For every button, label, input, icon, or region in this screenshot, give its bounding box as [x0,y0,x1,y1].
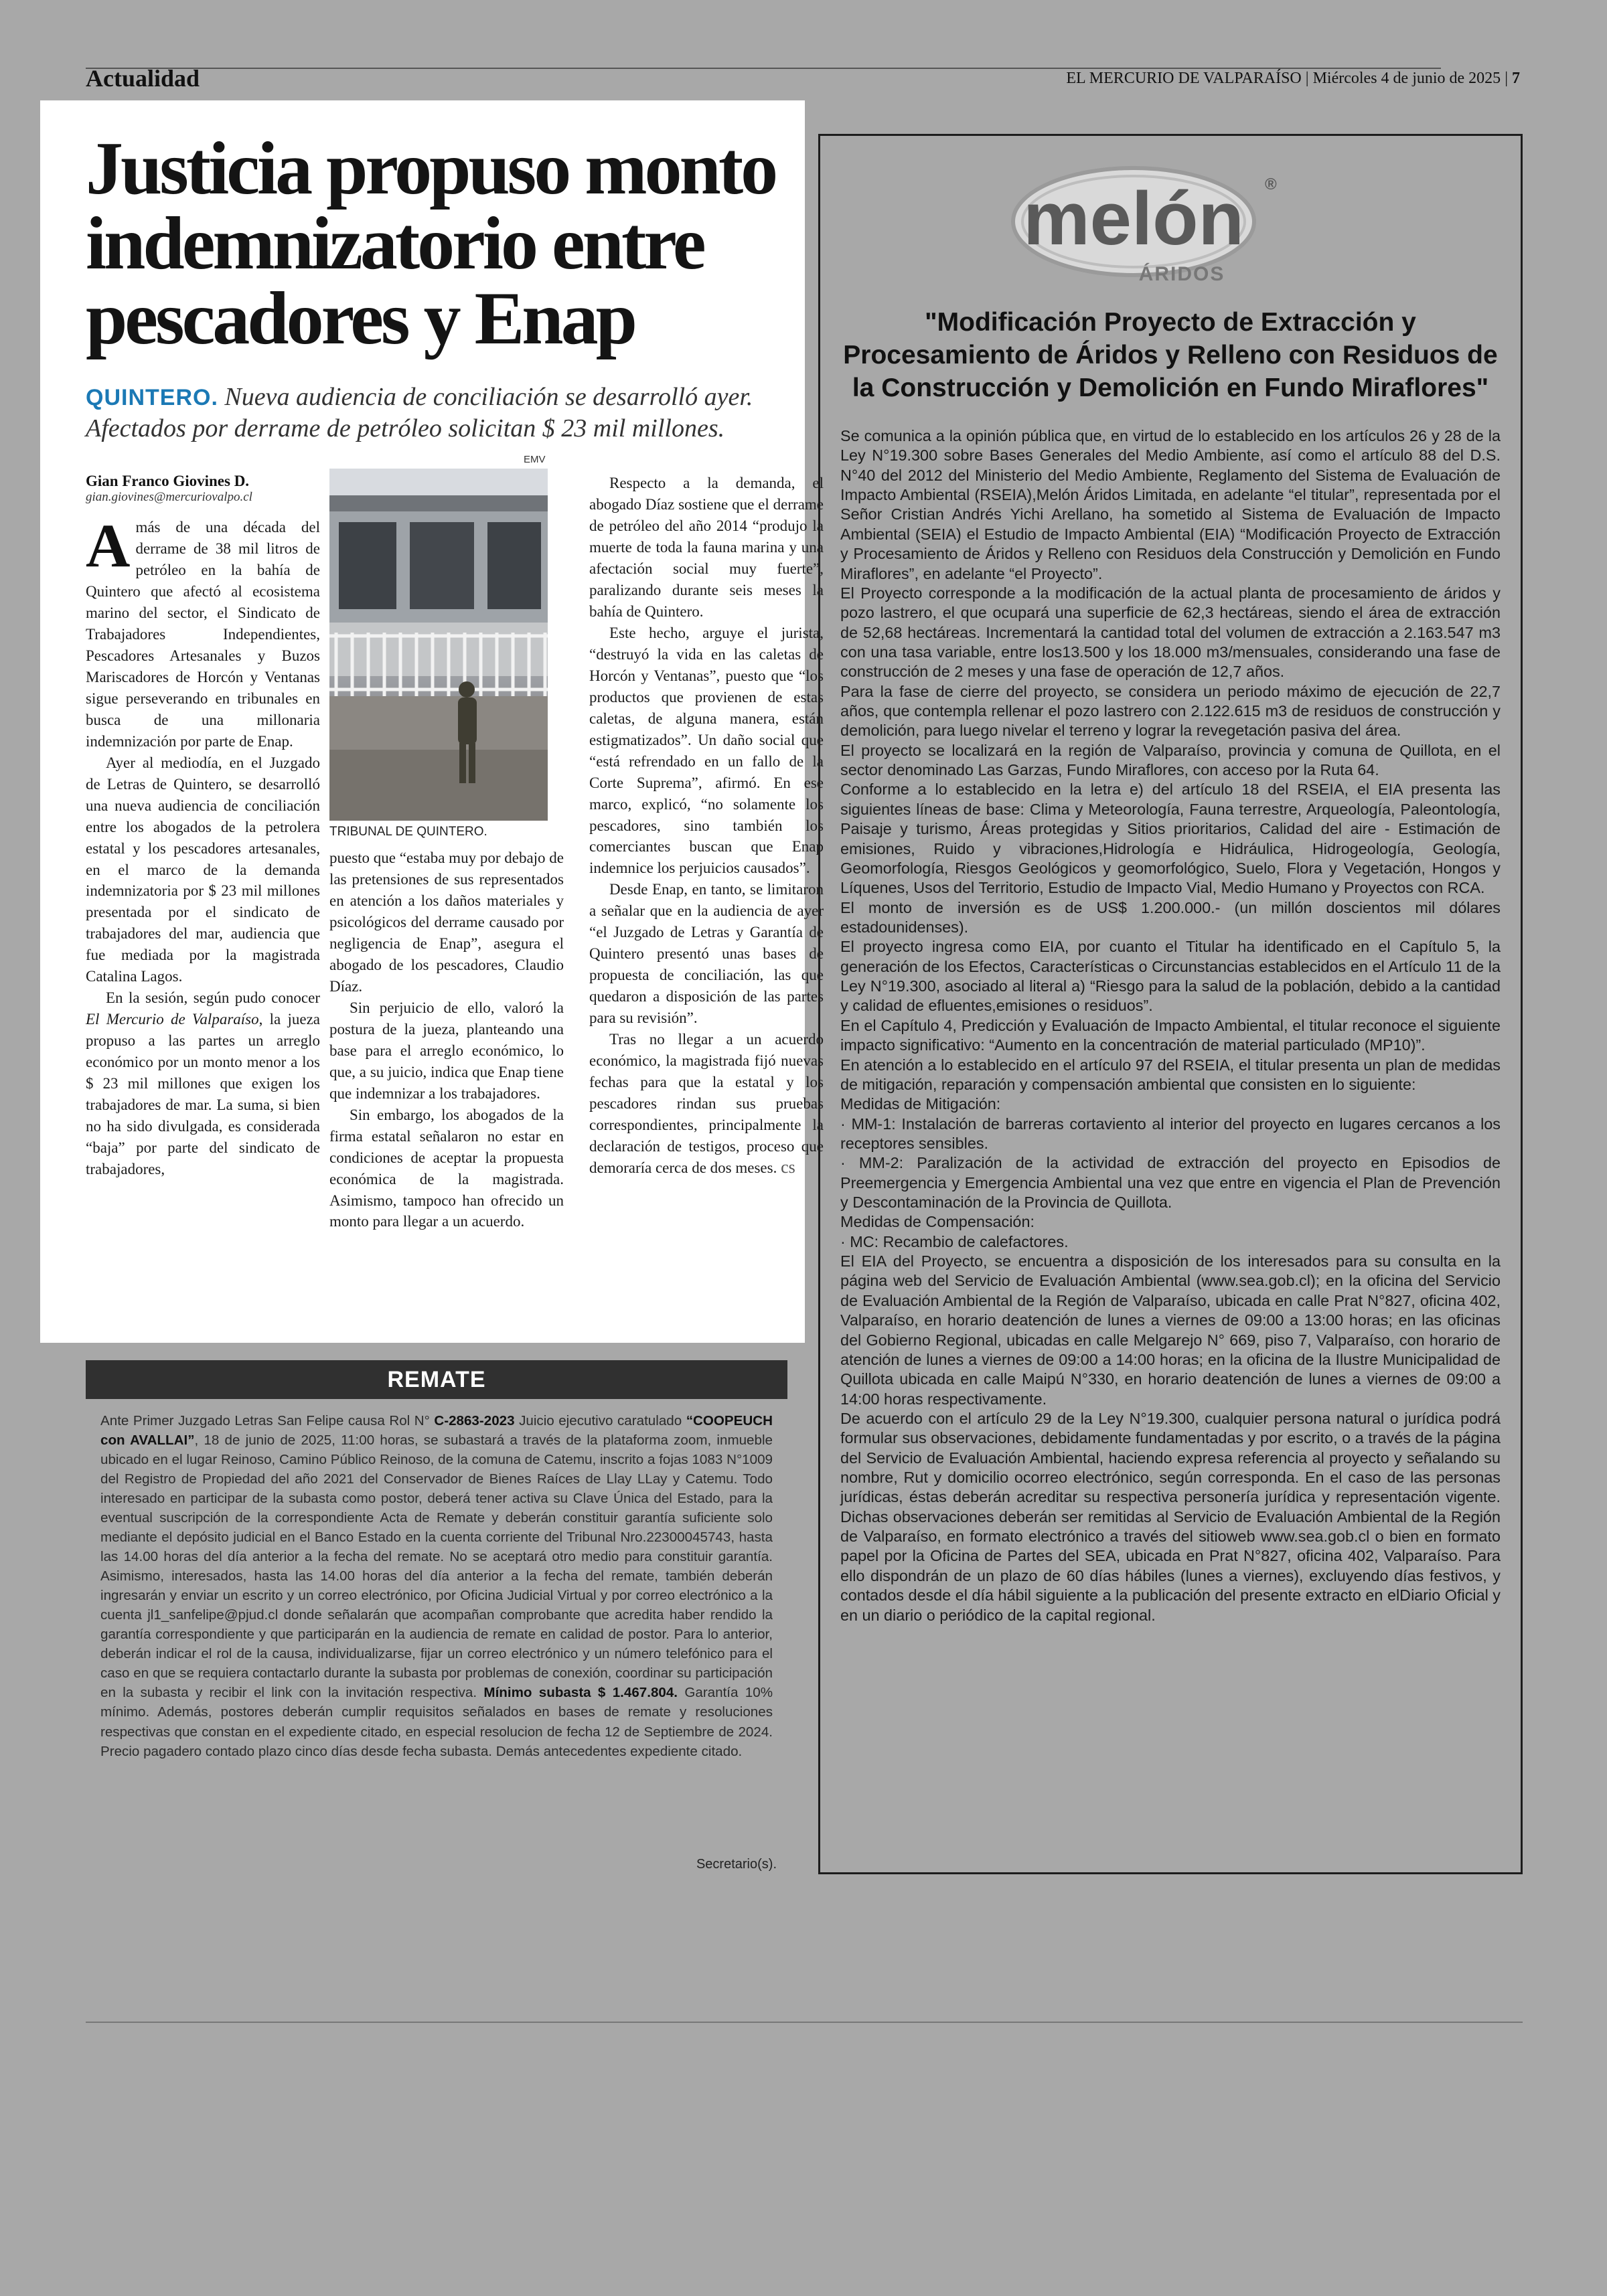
newspaper-reference: El Mercurio de Valparaíso [86,1011,259,1028]
auction-notice [86,1360,787,1896]
notice-text: , 18 de junio de 2025, 11:00 horas, se subastará a través de la plataforma zoom, inmueble ubicado en el lugar Reinoso, Camino Público Reinoso, de la comuna de Catemu, inscrito a fojas 1083 N°1009 del Registro de Propiedad del año 2021 del Conservador de Bienes Raíces de Llay LLay y Catemu. Todo interesado en participar de la subasta como postor, deberá tener activa su Clave Única del Estado, para la eventual suscripción de la correspondiente Acta de Remate y deberán constituir garantía suficiente solo mediante el depósito judicial en el Banco Estado en la cuenta corriente del Tribunal Nro.22300045743, hasta las 14.00 horas del día anterior a la fecha del remate. No se aceptará otro medio para constituir garantía. Asimismo, interesados, hasta las 14.00 horas del día anterior a la fecha del remate, también deberán ingresarán y enviar un escrito y un correo electrónico, por Oficina Judicial Virtual y por correo electrónico a la cuenta jl1_sanfelipe@pjud.cl donde señalarán que acompañan comprobante que acredita haber rendido la garantía correspondiente y que participarán en la audiencia de remate en calidad de postor. Para lo anterior, deberán indicar el rol de la causa, individualizarse, fijar un correo electrónico y un número telefónico para el caso en que se requiera contactarlo durante la subasta por problemas de conexión, coordinar su participación en la subasta y recibir el link con la invitación respectiva. [100,1432,773,1701]
page-number: 7 [1512,70,1520,87]
article-kicker: QUINTERO. [86,385,218,410]
newspaper-name: EL MERCURIO DE VALPARAÍSO [1066,70,1302,87]
paragraph: Conforme a lo establecido en la letra e) del artículo 18 del RSEIA, el EIA presenta las siguientes líneas de base: Clima y Meteorología, Fauna terrestre, Arqueología, Paleontología, Paisaje y turismo, Áreas protegidas y Sitios prioritarios, Calidad del aire - Estimación de emisiones, Ruido y vibraciones,Hidrología e Hidráulica, Hidrogeología, Geología, Geomorfología, Riesgos Geológicos y geomorfológico, Suelo, Flora y Vegetación, Hongos y Líquenes, Usos del Territorio, Estudio de Impacto Vial, Medio Humano y Proyectos con RCA. [840,781,1501,897]
case-number: C-2863-2023 [434,1413,515,1428]
author-email: gian.giovines@mercuriovalpo.cl [86,490,252,504]
minimum-bid: Mínimo subasta $ 1.467.804. [483,1685,678,1701]
paragraph: El monto de inversión es de US$ 1.200.000.- (un millón doscientos mil dólares estadounidenses). [840,898,1501,936]
paragraph: Este hecho, arguye el jurista, “destruyó la vida en las caletas de Horcón y Ventanas”, puesto que “los productos que provienen de estas caletas, de alguna manera, están estigmatizados”. Un daño social que “está refrendado en un fallo de la Corte Suprema”, afirmó. En ese marco, explicó, “no solamente los pescadores, sino también los comerciantes buscan que Enap indemnice los perjuicios causados”. [589,624,824,877]
paragraph: puesto que “estaba muy por debajo de las pretensiones de sus representados en atención a los daños materiales y psicológicos del derrame causado por negligencia de Enap”, asegura el abogado de los pescadores, Claudio Díaz. [329,849,564,995]
header-rule [86,68,1441,69]
paragraph: El Proyecto corresponde a la modificación de la actual planta de procesamiento de áridos y pozo lastrero, el que ocupará una superficie de 62,3 hectáreas, siendo el área de extracción de 52,68 hectáreas. Incrementará la cantidad total del volumen de extracción a 2.163.547 m3 con una tasa variable, entre los13.500 y los 18.000 m3/mensuales, considerando una fase de construcción de 2 meses y una fase de operación de 12,7 años. [840,584,1501,681]
subhead-text: Nueva audiencia de conciliación se desarrolló ayer. Afectados por derrame de petróleo solicitan $ 23 mil millones. [86,383,753,443]
news-article [40,100,824,1343]
registered-mark: ® [1265,175,1277,193]
paragraph: El EIA del Proyecto, se encuentra a disposición de los interesados para su consulta en la página web del Servicio de Evaluación Ambiental (www.sea.gob.cl); en la oficina del Servicio de Evaluación Ambiental de la Región de Valparaíso, ubicada en calle Prat N°827, oficina 402, Valparaíso, en horario deatención de lunes a viernes de 09:00 a 13:00 horas; en las oficinas del Gobierno Regional, ubicadas en calle Melgarejo N° 669, piso 7, Valparaíso, con horario de atención de lunes a viernes de 09:00 a 14:00 horas; en la oficina de la Ilustre Municipalidad de Quillota ubicada en calle Maipú N°330, en horario deatención de lunes a viernes de 09:00 a 14:00 horas respectivamente. [840,1252,1501,1408]
paragraph: Se comunica a la opinión pública que, en virtud de lo establecido en los artículos 26 y 28 de la Ley N°19.300 sobre Bases Generales del Medio Ambiente, así como el artículo 88 del D.S. N°40 del 2012 del Ministerio del Medio Ambiente, Reglamento del Sistema de Evaluación de Impacto Ambiental (RSEIA),Melón Áridos Limitada, en adelante “el titular”, representada por el Señor Cristian Andrés Yichi Arellano, ha sometido al Sistema de Evaluación de Impacto Ambiental (SEIA) el Estudio de Impacto Ambiental (EIA) “Modificación Proyecto de Extracción y Procesamiento de Áridos y Relleno con Residuos dela Construcción y Demolición en Fundo Miraflores”, en adelante “el Proyecto”. [840,427,1501,582]
paragraph: Medidas de Mitigación: [840,1095,1001,1113]
case-title: “COOPEUCH con AVALLAI” [100,1413,773,1449]
paragraph: Desde Enap, en tanto, se limitaron a señalar que en la audiencia de ayer “el Juzgado de Letras y Garantía de Quintero presentó unas bases de propuesta de conciliación, las que quedaron a disposición de las partes para su revisión”. [589,881,824,1027]
notice-title: "Modificación Proyecto de Extracción y Procesamiento de Áridos y Relleno con Residuos de la Construcción y Demolición en Fundo Miraflores" [843,308,1498,403]
paragraph: Sin perjuicio de ello, valoró la postura de la jueza, planteando una base para el arreglo económico, lo que, a su juicio, indica que Enap tiene que indemnizar a los trabajadores. [329,999,564,1102]
notice-text: Ante Primer Juzgado Letras San Felipe causa Rol N° [100,1413,435,1428]
logo-wordmark: melón [1023,177,1244,260]
paragraph [589,1029,824,1179]
drop-cap: A [86,511,131,580]
author-name: Gian Franco Giovines D. [86,473,250,489]
section-label: Actualidad [86,65,200,92]
notice-text: Juicio ejecutivo caratulado [514,1413,686,1428]
paragraph: Respecto a la demanda, el abogado Díaz sostiene que el derrame de petróleo del año 2014 “produjo la muerte de toda la fauna marina y una afectación social muy fuerte”, paralizando durante seis meses la bahía de Quintero. [589,475,824,620]
paragraph: Ayer al mediodía, en el Juzgado de Letras de Quintero, se desarrolló una nueva audiencia de conciliación entre los abogados de la petrolera estatal y los pescadores artesanales, en el marco de la demanda indemnizatoria por $ 23 mil millones presentada por el sindicato de trabajadores del mar, audiencia que fue mediada por la magistrada Catalina Lagos. [86,754,320,985]
paragraph: Para la fase de cierre del proyecto, se considera un periodo máximo de ejecución de 22,7 años, que contempla rellenar el pozo lastrero con 2.122.615 m3 de residuos de construcción y demolición, para luego nivelar el terreno y lograr la revegetación pasiva del área. [840,682,1501,740]
courthouse-photo [329,469,548,821]
auction-notice-body [100,1411,773,1761]
article-subhead [86,382,795,444]
paragraph: El proyecto ingresa como EIA, por cuanto el Titular ha identificado en el Capítulo 5, la generación de los Efectos, Características o Circunstancias establecidos en el Artículo 11 de la Ley N°19.300, asociado al literal a) “Riesgo para la salud de la población, debido a la cantidad y calidad de efluentes,emisiones o residuos”. [840,938,1501,1015]
notice-body [840,426,1501,1625]
notice-text: Garantía 10% mínimo. Además, postores deberán cumplir requisitos señalados en bases de remate y resoluciones respectivas que constan en el expediente citado, en especial resolucion de fecha 12 de Septiembre de 2024. Precio pagadero contado plazo cinco días desde fecha subasta. Demás antecedentes expediente citado. [100,1685,773,1759]
article-column-1 [86,473,320,1180]
paragraph [86,987,320,1180]
auction-notice-title: REMATE [86,1360,787,1399]
environmental-notice [818,134,1523,1874]
paragraph: El proyecto se localizará en la región de Valparaíso, provincia y comuna de Quillota, en el sector denominado Las Garzas, Fundo Miraflores, con acceso por la Ruta 64. [840,741,1501,779]
paragraph: · MC: Recambio de calefactores. [840,1232,1069,1250]
paragraph-text: Tras no llegar a un acuerdo económico, la magistrada fijó nuevas fechas para que la estatal y los pescadores rindan sus pruebas correspondientes, principalmente la declaración de testigos, proceso que demoraría cerca de dos meses. [589,1031,824,1176]
melon-aridos-logo [1000,163,1348,290]
issue-date: Miércoles 4 de junio de 2025 [1312,70,1501,87]
paragraph: · MM-1: Instalación de barreras cortaviento al interior del proyecto en lugares cercanos a los receptores sensibles. [840,1115,1501,1152]
photo-credit: EMV [524,454,546,465]
paragraph-text: más de una década del derrame de 38 mil litros de petróleo en la bahía de Quintero que afectó al ecosistema marino del sector, el Sindicato de Trabajadores Independientes, Pescadores Artesanales y Buzos Mariscadores de Horcón y Ventanas sigue perseverando en tribunales en busca de una millonaria indemnización por parte de Enap. [86,519,320,750]
article-column-2 [329,847,564,1232]
end-mark: cs [781,1157,795,1177]
newspaper-dateline: EL MERCURIO DE VALPARAÍSO | Miércoles 4 de junio de 2025 | 7 [1066,70,1520,87]
paragraph: En el Capítulo 4, Predicción y Evaluación de Impacto Ambiental, el titular reconoce el siguiente impacto significativo: “Aumento en la concentración de material particulado (MP10)”. [840,1016,1501,1054]
article-column-3 [589,473,824,1179]
auction-signature: Secretario(s). [696,1857,777,1872]
paragraph [86,511,320,752]
photo-caption: TRIBUNAL DE QUINTERO. [329,825,487,839]
article-headline: Justicia propuso monto indemnizatorio entre pescadores y Enap [86,127,776,360]
paragraph-text: , la jueza propuso a las partes un arreglo económico por un monto menor a los $ 23 mil millones que exigen los trabajadores de mar. La suma, si bien no ha sido divulgada, es considerada “baja” por parte del sindicato de trabajadores, [86,1011,321,1178]
logo-subtitle: ÁRIDOS [1138,263,1225,285]
bottom-rule [86,2022,1523,2023]
paragraph: De acuerdo con el artículo 29 de la Ley N°19.300, cualquier persona natural o jurídica podrá formular sus observaciones, debidamente fundamentadas y por escrito, o a través de la página del Servicio de Evaluación Ambiental, haciendo expresa referencia al proyecto y señalando su nombre, Rut y domicilio ocorreo electrónico, según corresponda. En el caso de las personas jurídicas, éstas deberán acreditar su respectiva personería jurídica y representación vigente. Dichas observaciones deberán ser remitidas al Servicio de Evaluación Ambiental de la Región de Valparaíso, en formato electrónico a través del sitioweb www.sea.gob.cl o bien en formato papel por la Oficina de Partes del SEA, ubicada en Prat N°827, oficina 402, Valparaíso. Para ello dispondrán de un plazo de 60 días hábiles (lunes a viernes), excluyendo días festivos, y contados desde el día hábil siguiente a la publicación del presente extracto en elDiario Oficial y en un diario o periódico de la capital regional. [840,1409,1501,1624]
paragraph-text: En la sesión, según pudo conocer [106,989,320,1007]
paragraph: Sin embargo, los abogados de la firma estatal señalaron no estar en condiciones de aceptar la propuesta económica de la magistrada. Asimismo, tampoco han ofrecido un monto para llegar a un acuerdo. [329,1106,564,1230]
paragraph: Medidas de Compensación: [840,1213,1035,1231]
paragraph: En atención a lo establecido en el artículo 97 del RSEIA, el titular presenta un plan de medidas de mitigación, reparación y compensación ambiental que consisten en lo siguiente: [840,1056,1501,1093]
courthouse-illustration [329,469,548,821]
paragraph: · MM-2: Paralización de la actividad de extracción del proyecto en Episodios de Preemergencia y Emergencia Ambiental una vez que entre en vigencia el Plan de Prevención y Descontaminación de la Provincia de Quillota. [840,1154,1501,1212]
